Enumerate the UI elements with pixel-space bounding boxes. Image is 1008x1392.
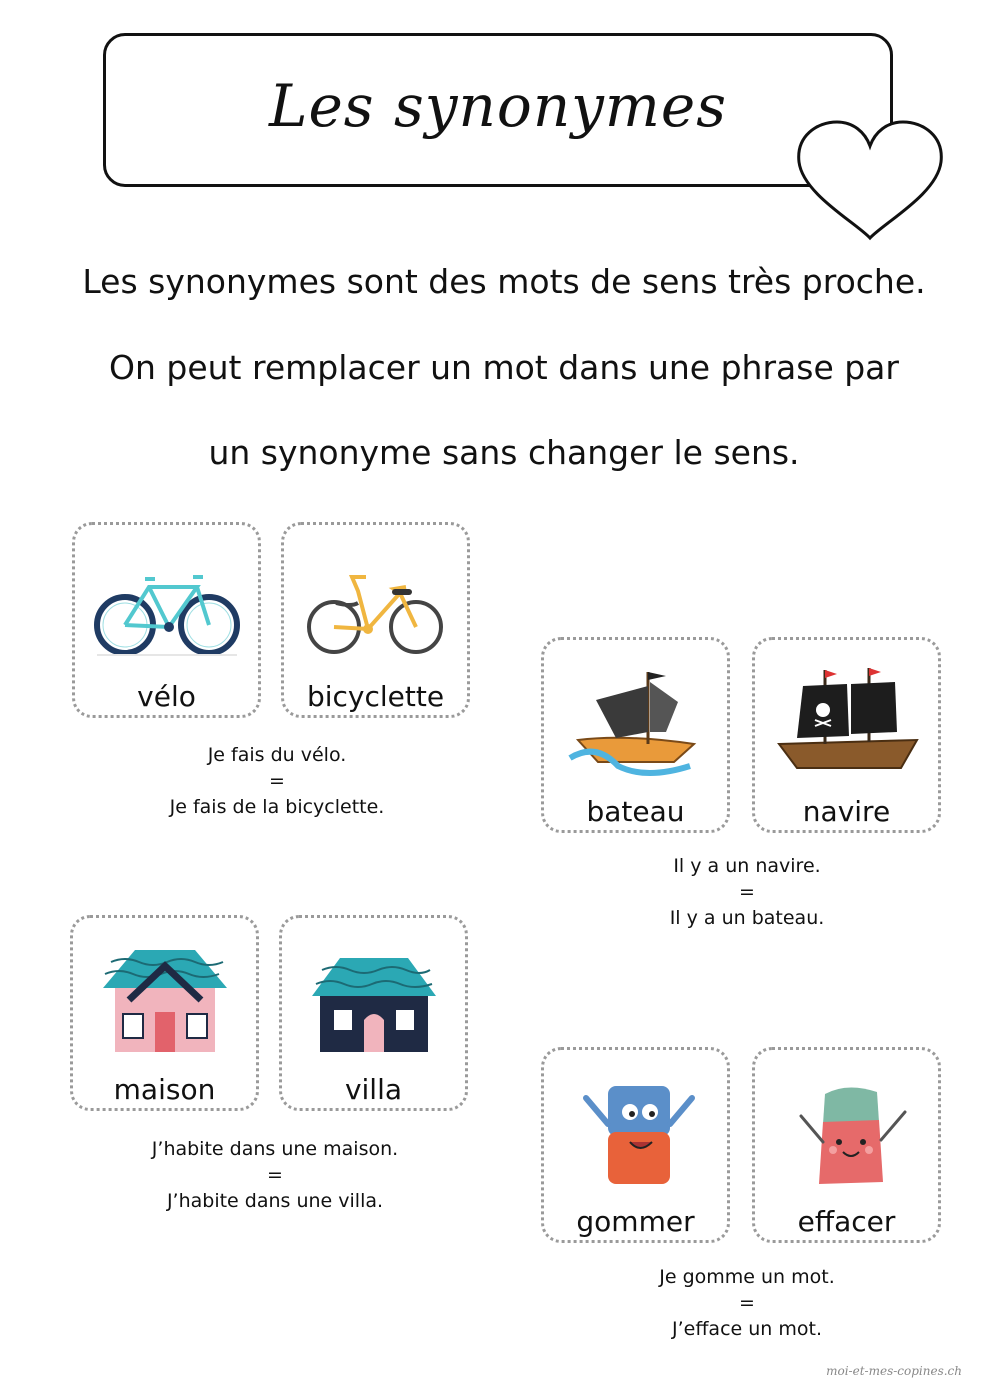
example-gommer [541,1264,953,1342]
card-navire [752,637,941,833]
pink-house-icon [85,940,245,1060]
card-bicyclette [281,522,470,718]
footer-watermark: moi-et-mes-copines.ch [826,1364,962,1378]
card-effacer [752,1047,941,1243]
sentence-2: J’habite dans une villa. [166,1190,384,1212]
word-villa: villa [344,1073,403,1106]
equals-sign: = [739,1292,755,1314]
sentence-1: Il y a un navire. [673,855,821,877]
eraser-pink-icon [767,1072,927,1192]
bicycle-icon [87,547,247,667]
sentence-1: Je fais du vélo. [207,744,347,766]
title-box [103,33,893,187]
equals-sign: = [739,881,755,903]
word-navire: navire [802,795,891,828]
card-bateau [541,637,730,833]
word-bateau: bateau [586,795,685,828]
sentence-2: Je fais de la bicyclette. [169,796,385,818]
word-effacer: effacer [797,1205,896,1238]
heart-icon [795,118,945,242]
sentence-1: Je gomme un mot. [659,1266,835,1288]
pirate-ship-icon [767,662,927,782]
eraser-blue-icon [556,1072,716,1192]
equals-sign: = [267,1164,283,1186]
sentence-2: Il y a un bateau. [669,907,825,929]
sentence-2: J’efface un mot. [672,1318,822,1340]
page-title: Les synonymes [268,72,728,140]
ladies-bicycle-icon [296,547,456,667]
intro-line-3: un synonyme sans changer le sens. [208,433,800,472]
navy-house-icon [294,940,454,1060]
equals-sign: = [269,770,285,792]
word-velo: vélo [137,680,196,713]
card-velo [72,522,261,718]
word-gommer: gommer [576,1205,695,1238]
card-gommer [541,1047,730,1243]
example-velo [72,742,482,820]
sentence-1: J’habite dans une maison. [151,1138,399,1160]
card-villa [279,915,468,1111]
word-maison: maison [113,1073,216,1106]
sailboat-icon [556,662,716,782]
intro-line-2: On peut remplacer un mot dans une phrase par [109,348,899,387]
card-maison [70,915,259,1111]
example-bateau [541,853,953,931]
example-maison [70,1136,480,1214]
intro-line-1: Les synonymes sont des mots de sens très proche. [82,262,926,301]
word-bicyclette: bicyclette [306,680,445,713]
